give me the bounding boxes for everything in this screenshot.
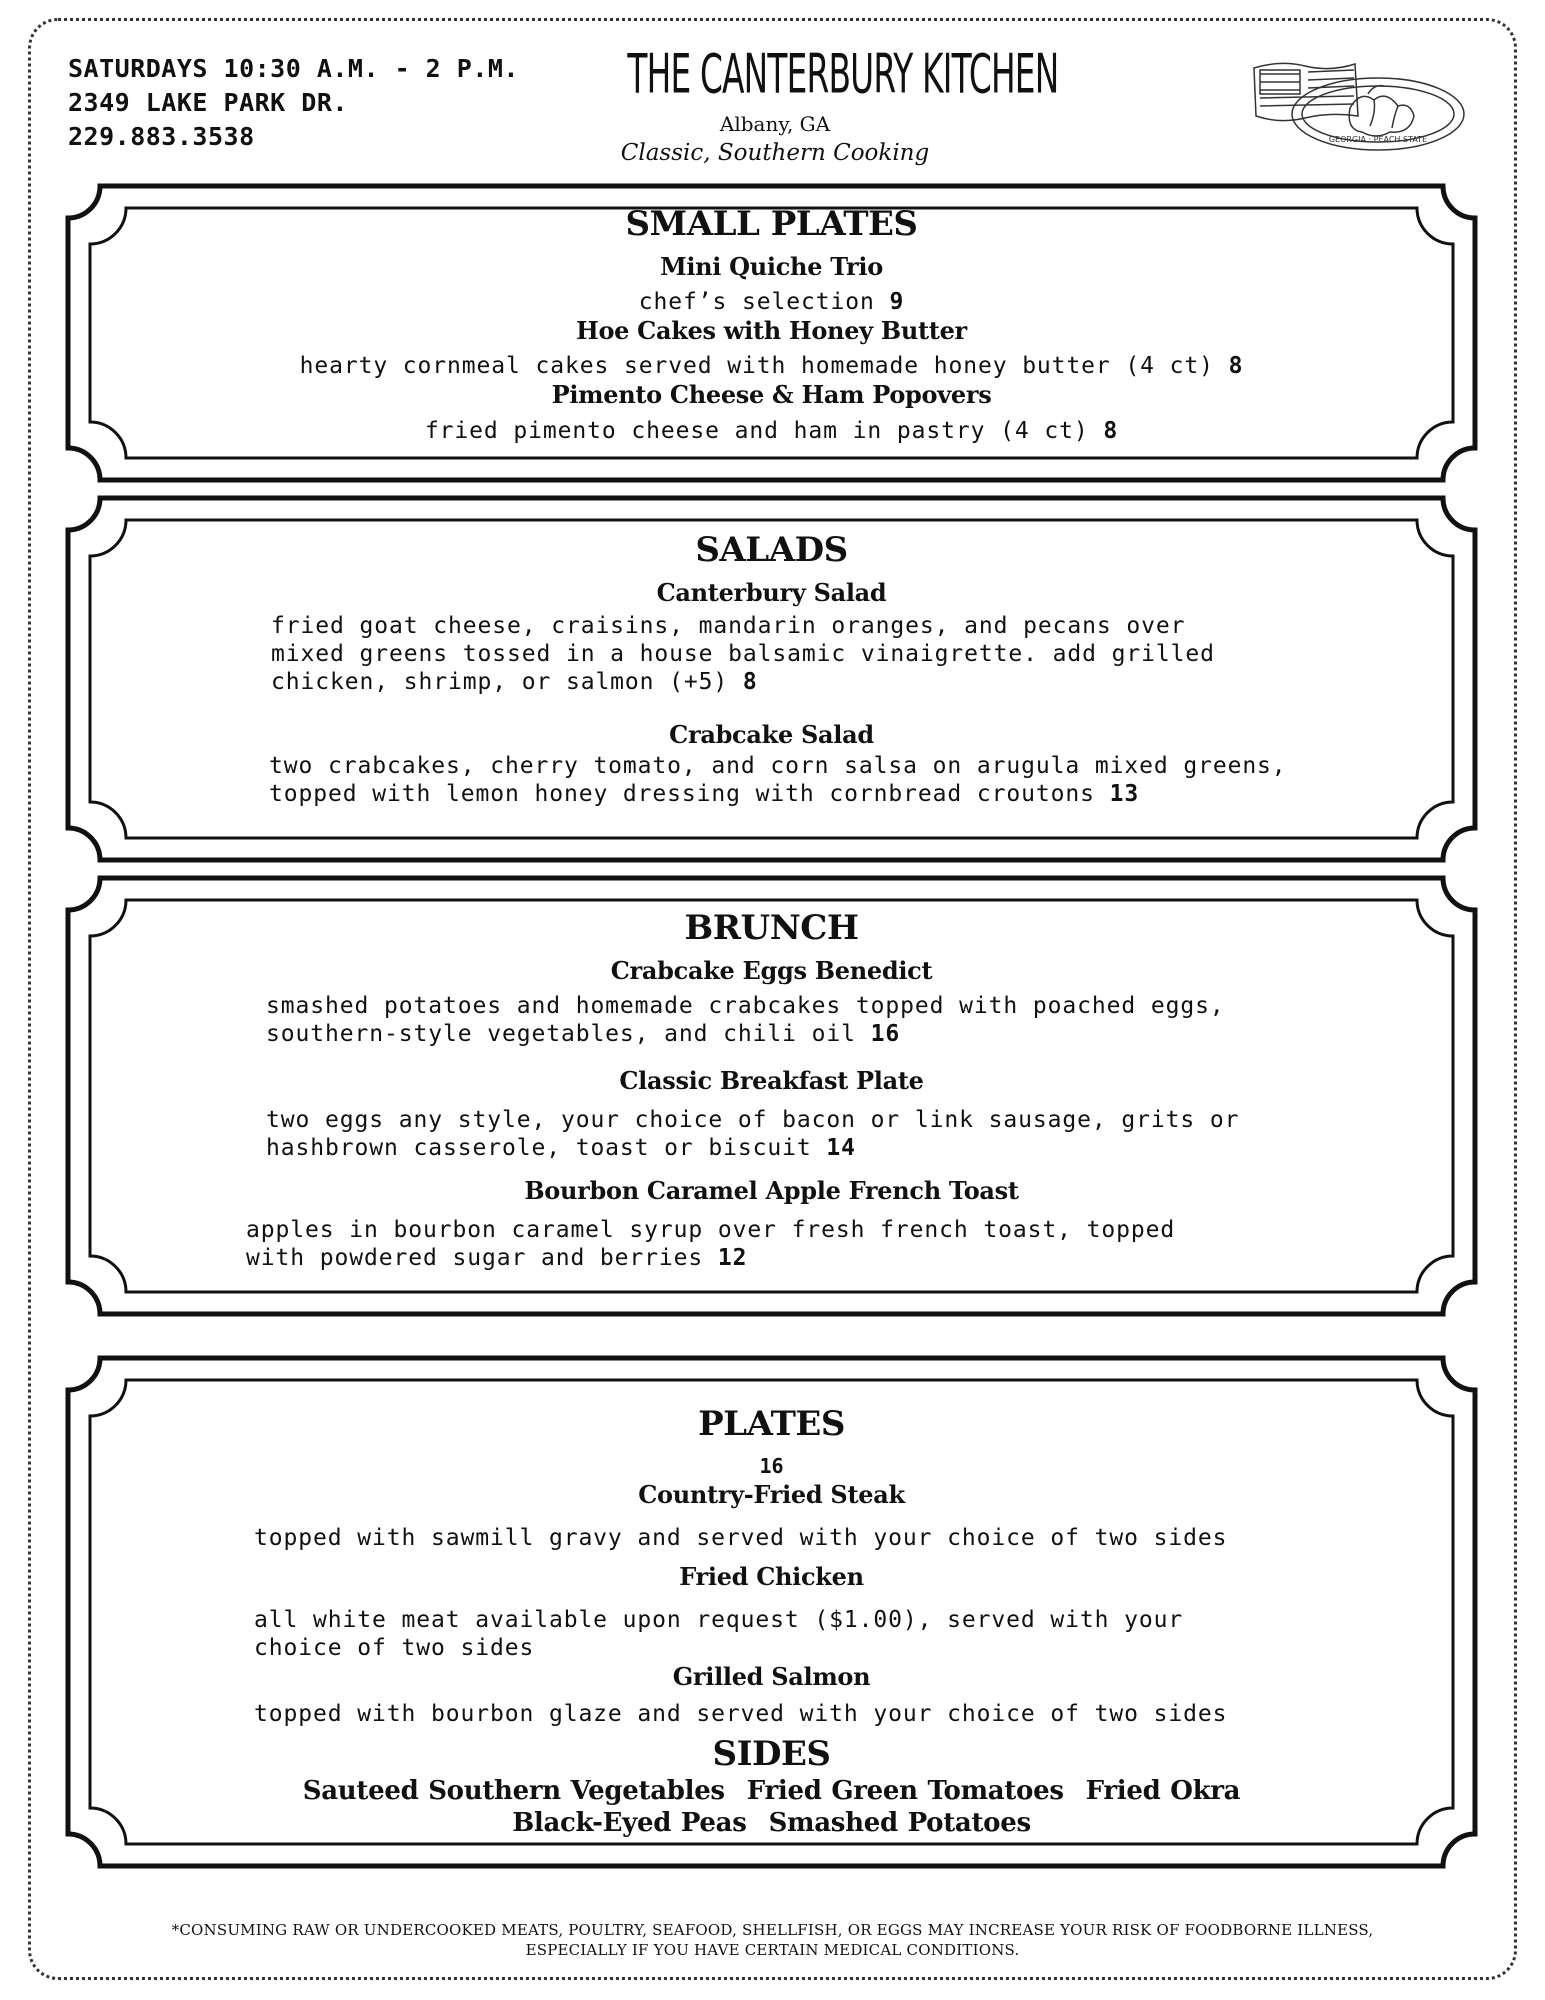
item-description <box>266 1106 1239 1162</box>
section-title-brunch: BRUNCH <box>684 908 859 948</box>
item-description <box>271 612 1215 696</box>
small-plates-panel <box>66 184 1477 482</box>
item-price: 9 <box>889 289 905 315</box>
item-desc-text: two eggs any style, your choice of bacon or link sausage, grits or hashbrown casserole, toast or biscuit <box>266 1107 1240 1161</box>
item-name: Crabcake Salad <box>669 720 874 749</box>
section-title-small-plates: SMALL PLATES <box>625 204 918 244</box>
hours-text: SATURDAYS 10:30 A.M. - 2 P.M. <box>68 54 519 83</box>
item-description <box>246 1216 1175 1272</box>
item-name: Classic Breakfast Plate <box>619 1066 924 1095</box>
item-desc-text: hearty cornmeal cakes served with homemade honey butter (4 ct) <box>299 353 1214 379</box>
item-desc-text: chef’s selection <box>638 289 875 315</box>
item-name: Grilled Salmon <box>672 1662 871 1691</box>
restaurant-info <box>68 52 519 154</box>
brunch-panel <box>66 876 1477 1316</box>
logo-city: Albany, GA <box>719 112 831 136</box>
item-price: 14 <box>826 1135 856 1161</box>
item-description <box>269 752 1287 808</box>
plates-panel <box>66 1356 1477 1868</box>
item-name: Mini Quiche Trio <box>660 252 883 281</box>
item-description: topped with bourbon glaze and served with your choice of two sides <box>254 1701 1228 1727</box>
item-name: Canterbury Salad <box>656 578 887 607</box>
logo-name: THE CANTERBURY KITCHEN <box>627 44 1059 107</box>
side-item: Fried Green Tomatoes <box>746 1776 1064 1806</box>
section-title-sides: SIDES <box>712 1734 831 1774</box>
logo-tagline: Classic, Southern Cooking <box>620 140 930 166</box>
item-desc-text: fried pimento cheese and ham in pastry (4 ct) <box>424 418 1089 444</box>
item-description <box>66 288 1477 316</box>
section-title-plates: PLATES <box>698 1404 845 1444</box>
address-text: 2349 LAKE PARK DR. <box>68 88 348 117</box>
item-desc-text: smashed potatoes and homemade crabcakes topped with poached eggs, southern-style vegetables, and chili oil <box>266 993 1225 1047</box>
item-name: Bourbon Caramel Apple French Toast <box>524 1176 1019 1205</box>
item-description <box>266 992 1225 1048</box>
disclaimer-line: ESPECIALLY IF YOU HAVE CERTAIN MEDICAL CONDITIONS. <box>525 1941 1020 1959</box>
item-price: 8 <box>1103 418 1119 444</box>
food-safety-disclaimer <box>90 1920 1455 1960</box>
item-price: 8 <box>742 669 758 695</box>
item-description <box>66 352 1477 380</box>
item-description <box>66 417 1477 445</box>
disclaimer-line: *CONSUMING RAW OR UNDERCOOKED MEATS, POULTRY, SEAFOOD, SHELLFISH, OR EGGS MAY INCREASE YOUR RISK OF FOODBORNE ILLNESS, <box>171 1921 1374 1939</box>
item-name: Fried Chicken <box>679 1562 864 1591</box>
salads-panel <box>66 496 1477 862</box>
item-name: Country-Fried Steak <box>638 1480 905 1509</box>
side-item: Black-Eyed Peas <box>512 1808 747 1838</box>
item-price: 12 <box>717 1245 748 1271</box>
plates-price: 16 <box>759 1454 784 1478</box>
item-price: 16 <box>870 1021 901 1047</box>
section-title-salads: SALADS <box>695 530 848 570</box>
sides-list-row <box>66 1776 1477 1806</box>
phone-text: 229.883.3538 <box>68 122 255 151</box>
side-item: Sauteed Southern Vegetables <box>302 1776 725 1806</box>
item-desc-text: fried goat cheese, craisins, mandarin oranges, and pecans over mixed greens tossed in a house balsamic vinaigrette. add grilled chicken, shrimp, or salmon (+5) <box>271 613 1215 695</box>
item-description: topped with sawmill gravy and served with your choice of two sides <box>254 1525 1228 1551</box>
peach-stamp-icon <box>1250 56 1470 156</box>
item-description: all white meat available upon request ($1.00), served with your choice of two sides <box>254 1607 1184 1661</box>
item-name: Pimento Cheese & Ham Popovers <box>551 380 992 409</box>
stamp-text: GEORGIA · PEACH STATE <box>1328 135 1428 144</box>
item-desc-text: apples in bourbon caramel syrup over fresh french toast, topped with powdered sugar and berries <box>246 1217 1176 1271</box>
item-price: 13 <box>1109 781 1140 807</box>
item-name: Hoe Cakes with Honey Butter <box>576 316 967 345</box>
side-item: Fried Okra <box>1085 1776 1241 1806</box>
item-name: Crabcake Eggs Benedict <box>610 956 933 985</box>
item-price: 8 <box>1228 353 1244 379</box>
restaurant-logo <box>595 38 1059 168</box>
side-item: Smashed Potatoes <box>768 1808 1031 1838</box>
item-desc-text: two crabcakes, cherry tomato, and corn salsa on arugula mixed greens, topped with lemon honey dressing with cornbread croutons <box>269 753 1287 807</box>
sides-list-row <box>66 1808 1477 1838</box>
